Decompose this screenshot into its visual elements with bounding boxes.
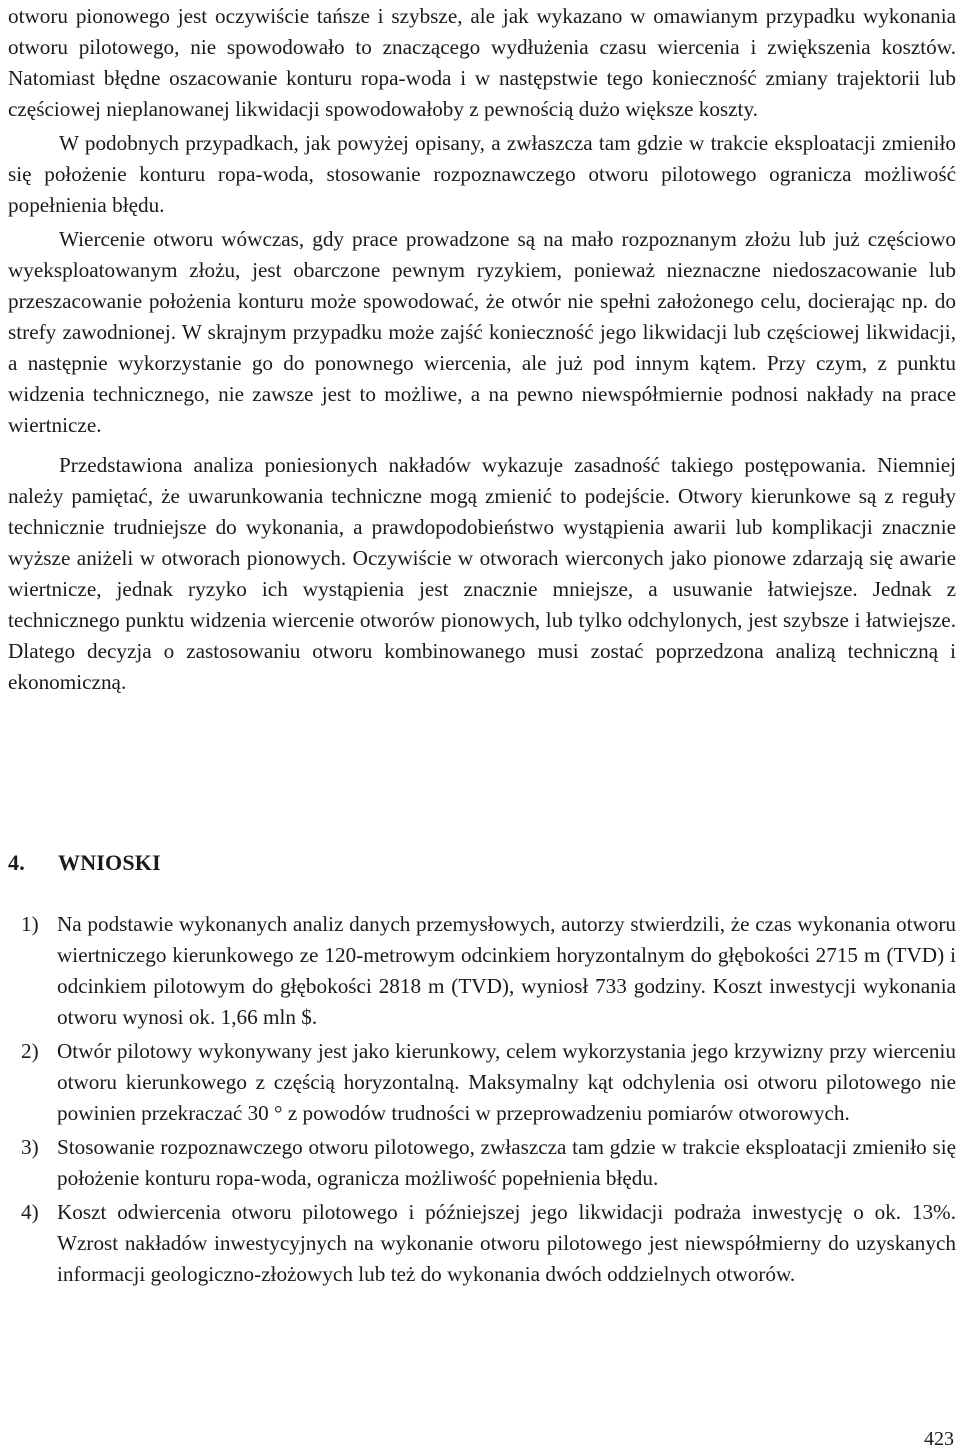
section-heading (8, 850, 161, 876)
conclusion-item (8, 1132, 956, 1194)
paragraph-cost-analysis: Przedstawiona analiza poniesionych nakładów wykazuje zasadność takiego postępowania. Niemniej należy pamiętać, że uwarunkowania techniczne mogą zmienić to podejście. Otwory kierunkowe są z reguły technicznie trudniejsze do wykonania, a prawdopodobieństwo wystąpienia awarii lub komplikacji znacznie wyższe aniżeli w otworach pionowych. Oczywiście w otworach wierconych jako pionowe zdarzają się awarie wiertnicze, jednak ryzyko ich wystąpienia jest znacznie mniejsze, a usuwanie łatwiejsze. Jednak z technicznego punktu widzenia wiercenie otworów pionowych, lub tylko odchylonych, jest szybsze i łatwiejsze. Dlatego decyzja o zastosowaniu otworu kombinowanego musi zostać poprzedzona analizą techniczną i ekonomiczną. (8, 453, 956, 694)
conclusions-list (8, 909, 956, 1293)
section-title: WNIOSKI (58, 850, 161, 875)
conclusion-item (8, 1036, 956, 1129)
paragraph-pilot-hole: W podobnych przypadkach, jak powyżej opisany, a zwłaszcza tam gdzie w trakcie eksploatacji zmieniło się położenie konturu ropa-woda, stosowanie rozpoznawczego otworu pilotowego ogranicza możliwość popełnienia błędu. (8, 131, 956, 217)
conclusion-text: Otwór pilotowy wykonywany jest jako kierunkowy, celem wykorzystania jego krzywizny przy wierceniu otworu kierunkowego z częścią horyzontalną. Maksymalny kąt odchylenia osi otworu pilotowego nie powinien przekraczać 30 ° z powodów trudności w przeprowadzeniu pomiarów otworowych. (57, 1039, 956, 1125)
section-number: 4. (8, 850, 25, 875)
conclusion-number: 3) (21, 1135, 39, 1159)
conclusion-text: Stosowanie rozpoznawczego otworu pilotowego, zwłaszcza tam gdzie w trakcie eksploatacji zmieniło się położenie konturu ropa-woda, ogranicza możliwość popełnienia błędu. (57, 1135, 956, 1190)
conclusion-number: 1) (21, 912, 39, 936)
page-number: 423 (924, 1428, 954, 1450)
paragraph-drilling-risk: Wiercenie otworu wówczas, gdy prace prowadzone są na mało rozpoznanym złożu lub już częściowo wyeksploatowanym złożu, jest obarczone pewnym ryzykiem, ponieważ nieznaczne niedoszacowanie lub przeszacowanie położenia konturu może spowodować, że otwór nie spełni założonego celu, docierając np. do strefy zawodnionej. W skrajnym przypadku może zajść konieczność jego likwidacji lub częściowej likwidacji, a następnie wykorzystanie go do ponownego wiercenia, ale już pod innym kątem. Przy czym, z punktu widzenia technicznego, nie zawsze jest to możliwe, a na pewno niewspółmiernie podnosi nakłady na prace wiertnicze. (8, 227, 956, 437)
conclusion-item (8, 909, 956, 1033)
conclusion-text: Na podstawie wykonanych analiz danych przemysłowych, autorzy stwierdzili, że czas wykonania otworu wiertniczego kierunkowego ze 120-metrowym odcinkiem horyzontalnym do głębokości 2715 m (TVD) i odcinkiem pilotowym do głębokości 2818 m (TVD), wyniosł 733 godziny. Koszt inwestycji wykonania otworu wynosi ok. 1,66 mln $. (57, 912, 956, 1029)
conclusion-number: 4) (21, 1200, 39, 1224)
paragraph-continuation: otworu pionowego jest oczywiście tańsze i szybsze, ale jak wykazano w omawianym przypadku wykonania otworu pilotowego, nie spowodowało to znaczącego wydłużenia czasu wiercenia i zwiększenia kosztów. Natomiast błędne oszacowanie konturu ropa-woda i w następstwie tego konieczność zmiany trajektorii lub częściowej nieplanowanej likwidacji spowodowałoby z pewnością dużo większe koszty. (8, 4, 956, 121)
conclusion-item (8, 1197, 956, 1290)
conclusion-number: 2) (21, 1039, 39, 1063)
conclusion-text: Koszt odwiercenia otworu pilotowego i późniejszej jego likwidacji podraża inwestycję o ok. 13%. Wzrost nakładów inwestycyjnych na wykonanie otworu pilotowego jest niewspółmierny do uzyskanych informacji geologiczno-złożowych lub też do wykonania dwóch oddzielnych otworów. (57, 1200, 956, 1286)
body-text (8, 0, 956, 698)
